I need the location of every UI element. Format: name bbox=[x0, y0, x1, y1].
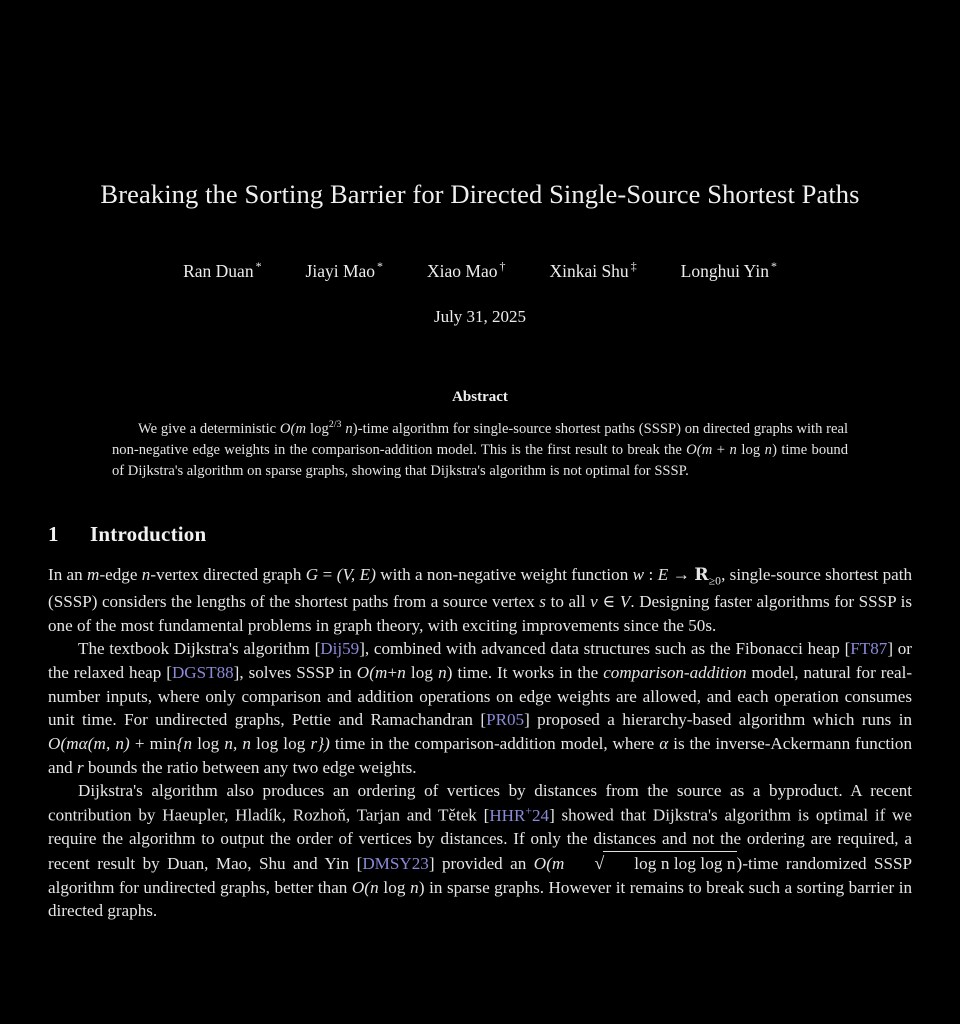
math-expression: v ∈ V bbox=[590, 591, 631, 611]
citation-link[interactable]: Dij59 bbox=[320, 639, 360, 659]
math-expression: O(m+n log n) bbox=[356, 662, 453, 682]
citation-link[interactable]: DMSY23 bbox=[362, 854, 429, 874]
author-entry bbox=[427, 259, 505, 282]
author-name: Jiayi Mao bbox=[305, 260, 376, 281]
math-variable: r bbox=[76, 757, 84, 777]
citation-link[interactable]: DGST88 bbox=[171, 662, 234, 682]
abstract-text-segment: time bound of Dijkstra's algorithm on sparse graphs, showing that Dijkstra's algorithm is not optimal for SSSP. bbox=[112, 442, 849, 480]
abstract-section bbox=[112, 327, 848, 483]
citation-link[interactable]: HHR+24 bbox=[489, 803, 550, 825]
paragraph: The textbook Dijkstra's algorithm [Dij59], combined with advanced data structures such as the Fibonacci heap [FT87] or the relaxed heap [DGST88], solves SSSP in O(m+n log n) time. It works in the comparison-addition model, natural for real-number inputs, where only comparison and addition operations on edge weights are allowed, and each operation consumes unit time. For undirected graphs, Pettie and Ramachandran [PR05] proposed a hierarchy-based algorithm which runs in O(mα(m, n) + min{n log n, n log log r}) time in the comparison-addition model, where α is the inverse-Ackermann function and r bounds the ratio between any two edge weights. bbox=[48, 639, 913, 777]
math-expression: G = (V, E) bbox=[305, 565, 376, 585]
author-footnote-marker: † bbox=[499, 259, 506, 274]
section-heading-introduction bbox=[48, 482, 912, 547]
author-entry bbox=[549, 259, 636, 282]
sqrt-contents: log n log log n bbox=[634, 854, 736, 874]
citation-link[interactable]: FT87 bbox=[850, 639, 888, 659]
math-expression: w : $E \to R_{\ge 0}$ bbox=[632, 565, 722, 588]
math-variable: α bbox=[659, 733, 669, 753]
math-expression: O(m √ log n log log n) bbox=[534, 854, 743, 873]
page-title: Breaking the Sorting Barrier for Directed Single-Source Shortest Paths bbox=[100, 179, 860, 209]
author-list bbox=[48, 259, 912, 282]
author-name: Xinkai Shu bbox=[549, 260, 629, 281]
author-footnote-marker: * bbox=[377, 259, 383, 274]
abstract-body bbox=[112, 418, 848, 483]
author-entry bbox=[681, 259, 777, 282]
author-footnote-marker: * bbox=[255, 259, 262, 274]
author-footnote-marker: * bbox=[770, 259, 777, 274]
math-variable: m bbox=[87, 565, 100, 585]
math-expression: O(n log n) bbox=[351, 877, 425, 897]
publication-date: July 31, 2025 bbox=[433, 306, 527, 326]
author-name: Ran Duan bbox=[183, 260, 254, 281]
abstract-text-segment: -time algorithm for single-source shortest paths (SSSP) on directed graphs with real non-negative edge weights in the comparison-addition model. This is the first result to break the bbox=[112, 420, 849, 458]
abstract-text-segment: We give a deterministic bbox=[138, 420, 280, 437]
paragraph: Dijkstra's algorithm also produces an ordering of vertices by distances from the source as a byproduct. A recent contribution by Haeupler, Hladík, Rozhoň, Tarjan and Tětek [HHR+24] showed that Dijkstra's algorithm is optimal if we require the algorithm to output the order of vertices by distances. If only the distances and not the ordering are required, a recent result by Duan, Mao, Shu and Yin [DMSY23] provided an O(m √ log n log log n)-time randomized SSSP algorithm for undirected graphs, better than O(n log n) in sparse graphs. However it remains to break such a sorting barrier in directed graphs. bbox=[48, 781, 912, 921]
author-entry bbox=[183, 259, 261, 282]
author-name: Xiao Mao bbox=[427, 260, 498, 281]
author-entry bbox=[306, 259, 383, 282]
math-variable: s bbox=[539, 591, 547, 611]
section-title: Introduction bbox=[90, 522, 207, 547]
body-text bbox=[48, 547, 912, 923]
blackboard-r-symbol: R bbox=[694, 565, 709, 586]
emphasis-text: comparison-addition bbox=[603, 662, 747, 682]
citation-link[interactable]: PR05 bbox=[486, 710, 525, 730]
math-expression: O(m + n log n) bbox=[686, 442, 778, 458]
math-expression: O(m $\log^{2/3} n$) bbox=[279, 418, 358, 437]
paragraph: In an m-edge n-vertex directed graph G = (V, E) with a non-negative weight function w : $E \to R_{\ge 0}$, single-source shortest path (SSSP) considers the lengths of the shortest paths from a source vertex s to all v ∈ V. Designing faster algorithms for SSSP is one of the most fundamental problems in graph theory, with exciting improvements since the 50s. bbox=[48, 565, 913, 635]
abstract-heading: Abstract bbox=[452, 388, 508, 405]
section-number: 1 bbox=[48, 522, 59, 547]
square-root: √ log n log log n bbox=[564, 851, 736, 876]
math-variable: n bbox=[141, 565, 151, 585]
math-expression: O(mα(m, n) + min{n log n, n log log r}) bbox=[48, 733, 330, 753]
author-footnote-marker: ‡ bbox=[630, 259, 637, 274]
author-name: Longhui Yin bbox=[680, 260, 769, 281]
